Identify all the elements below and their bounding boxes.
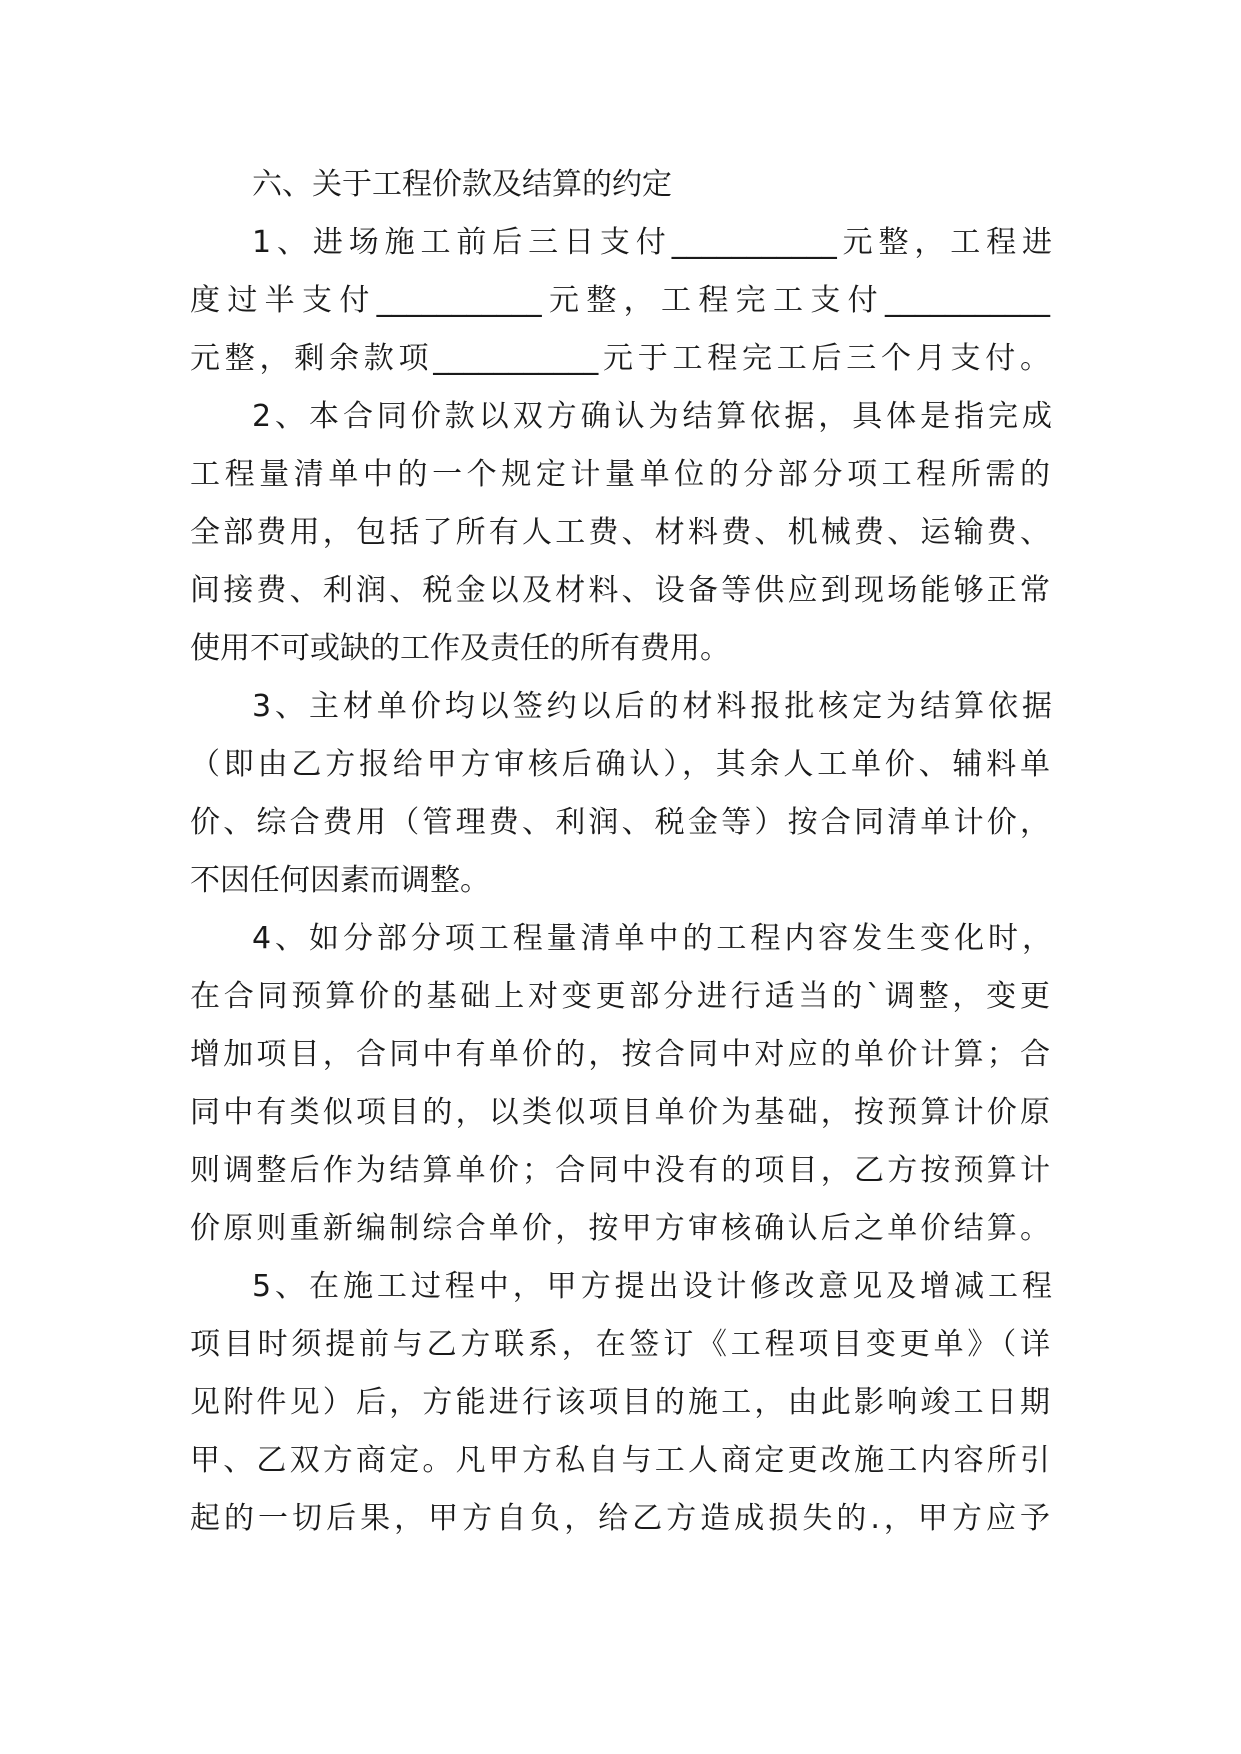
paragraph-line: 全部费用，包括了所有人工费、材料费、机械费、运输费、: [190, 515, 1050, 550]
paragraph-line: （即由乙方报给甲方审核后确认），其余人工单价、辅料单: [190, 747, 1050, 782]
paragraph-line: 价、综合费用（管理费、利润、税金等）按合同清单计价，: [190, 805, 1050, 840]
paragraph-line: 4、如分部分项工程量清单中的工程内容发生变化时，: [252, 921, 1052, 956]
paragraph-line: 度过半支付___________元整，工程完工支付___________: [190, 283, 1050, 318]
paragraph-line: 增加项目，合同中有单价的，按合同中对应的单价计算；合: [190, 1037, 1050, 1072]
paragraph-line: 在合同预算价的基础上对变更部分进行适当的`调整，变更: [190, 979, 1050, 1014]
paragraph-line: 起的一切后果，甲方自负，给乙方造成损失的.，甲方应予: [190, 1501, 1050, 1536]
paragraph-line: 5、在施工过程中，甲方提出设计修改意见及增减工程: [252, 1269, 1052, 1304]
paragraph-line: 项目时须提前与乙方联系，在签订《工程项目变更单》（详: [190, 1327, 1050, 1362]
paragraph-line: 见附件见）后，方能进行该项目的施工，由此影响竣工日期: [190, 1385, 1050, 1420]
section-heading: 六、关于工程价款及结算的约定: [252, 167, 672, 202]
paragraph-line: 间接费、利润、税金以及材料、设备等供应到现场能够正常: [190, 573, 1050, 608]
paragraph-line: 使用不可或缺的工作及责任的所有费用。: [190, 631, 730, 666]
paragraph-line: 甲、乙双方商定。凡甲方私自与工人商定更改施工内容所引: [190, 1443, 1050, 1478]
paragraph-line: 工程量清单中的一个规定计量单位的分部分项工程所需的: [190, 457, 1050, 492]
paragraph-line: 1、进场施工前后三日支付___________元整，工程进: [252, 225, 1052, 260]
paragraph-line: 3、主材单价均以签约以后的材料报批核定为结算依据: [252, 689, 1052, 724]
paragraph-line: 同中有类似项目的，以类似项目单价为基础，按预算计价原: [190, 1095, 1050, 1130]
paragraph-line: 则调整后作为结算单价；合同中没有的项目，乙方按预算计: [190, 1153, 1050, 1188]
paragraph-line: 2、本合同价款以双方确认为结算依据，具体是指完成: [252, 399, 1052, 434]
paragraph-line: 元整，剩余款项___________元于工程完工后三个月支付。: [190, 341, 1050, 376]
paragraph-line: 不因任何因素而调整。: [190, 863, 490, 898]
paragraph-line: 价原则重新编制综合单价，按甲方审核确认后之单价结算。: [190, 1211, 1050, 1246]
